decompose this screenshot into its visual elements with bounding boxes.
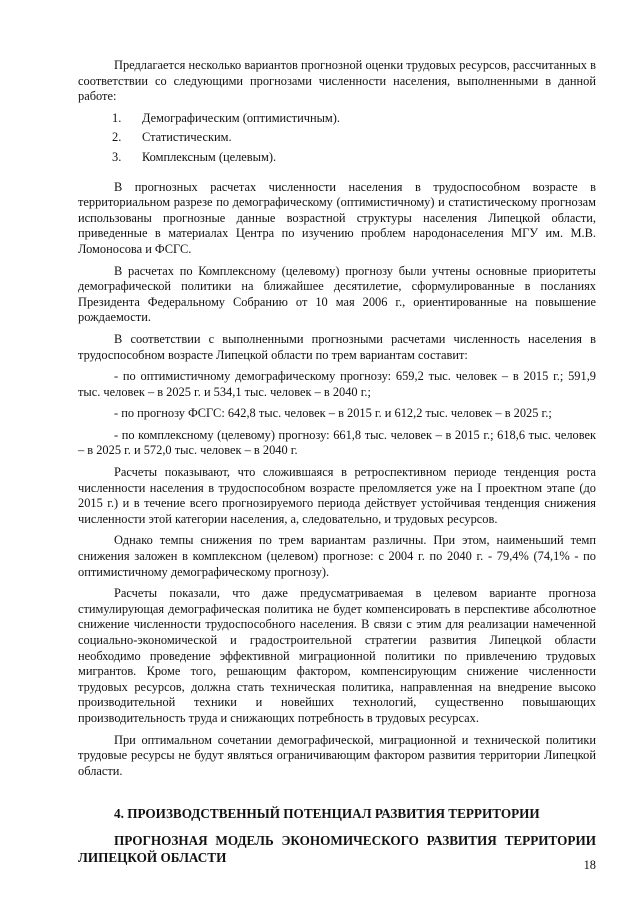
subsection-heading: ПРОГНОЗНАЯ МОДЕЛЬ ЭКОНОМИЧЕСКОГО РАЗВИТИЯ ТЕРРИТОРИИ ЛИПЕЦКОЙ ОБЛАСТИ [78,833,596,866]
list-item-text: Комплексным (целевым). [142,149,277,164]
list-item-number: 1. [112,110,122,125]
document-page [78,58,596,866]
list-item-number: 2. [112,130,122,145]
forecast-list [78,111,596,166]
paragraph-conclusion: При оптимальном сочетании демографической, миграционной и технической политики трудовые ресурсы не будут являться ограничивающим фактором развития территории Липецкой области. [78,732,596,778]
list-item-text: Статистическим. [142,130,232,145]
section-heading: 4. ПРОИЗВОДСТВЕННЫЙ ПОТЕНЦИАЛ РАЗВИТИЯ ТЕРРИТОРИИ [114,806,540,822]
list-item-number: 3. [112,149,122,164]
paragraph-data-sources: В прогнозных расчетах численности населения в трудоспособном возрасте в территориальном разрезе по демографическому (оптимистичному) и статистическому прогнозам использованы прогнозные данные возрастной структуры населения Липецкой области, приведенные в материалах Центра по изучению проблем народонаселения МГУ им. М.В. Ломоносова и ФСГС. [78,179,596,256]
paragraph-migration-policy: Расчеты показали, что даже предусматриваемая в целевом варианте прогноза стимулирующая демографическая политика не будет компенсировать в перспективе абсолютное снижение численности трудоспособного населения. В связи с этим для реализации намеченной социально-экономической и градостроительной стратегии развития Липецкой области необходимо проведение эффективной миграционной политики по привлечению трудовых мигрантов. Кроме того, решающим фактором, компенсирующим снижение численности трудовых ресурсов, должна стать техническая политика, направленная на внедрение высоко производительной техники и новейших технологий, существенно повышающих производительность труда и снижающих потребность в трудовых ресурсах. [78,586,596,725]
paragraph-optimistic-forecast: - по оптимистичному демографическому прогнозу: 659,2 тыс. человек – в 2015 г.; 591,9 тыс. человек – в 2025 г. и 534,1 тыс. человек – в 2040 г.; [78,369,596,399]
paragraph-trend: Расчеты показывают, что сложившаяся в ретроспективном периоде тенденция роста численности населения в трудоспособном возрасте преломляется уже на I проектном этапе (до 2015 г.) и в течение всего прогнозируемого периода действует устойчивая тенденция снижения численности этой категории населения, а, следовательно, и трудовых ресурсов. [78,465,596,526]
intro-paragraph: Предлагается несколько вариантов прогнозной оценки трудовых ресурсов, рассчитанных в соответствии со следующими прогнозами численности населения, выполненными в данной работе: [78,58,596,104]
paragraph-fsgs-forecast: - по прогнозу ФСГС: 642,8 тыс. человек – в 2015 г. и 612,2 тыс. человек – в 2025 г.; [114,406,552,421]
paragraph-complex-forecast: В расчетах по Комплексному (целевому) прогнозу были учтены основные приоритеты демографической политики на ближайшее десятилетие, сформулированные в посланиях Президента Федеральному Собранию от 10 мая 2006 г., ориентированные на повышение рождаемости. [78,263,596,325]
paragraph-decline-rates: Однако темпы снижения по трем вариантам различны. При этом, наименьший темп снижения заложен в комплексном (целевом) прогнозе: с 2004 г. по 2040 г. - 79,4% (74,1% - по оптимистичному демографическому прогнозу). [78,533,596,579]
list-item-text: Демографическим (оптимистичным). [142,110,340,125]
paragraph-target-forecast: - по комплексному (целевому) прогнозу: 661,8 тыс. человек – в 2015 г.; 618,6 тыс. человек – в 2025 г. и 572,0 тыс. человек – в 2040 г. [78,427,596,458]
list-item [78,111,596,127]
list-item [78,130,596,146]
list-item [78,150,596,166]
paragraph-three-variants: В соответствии с выполненными прогнозными расчетами численность населения в трудоспособном возрасте Липецкой области по трем вариантам составит: [78,331,596,362]
page-number: 18 [583,858,596,872]
